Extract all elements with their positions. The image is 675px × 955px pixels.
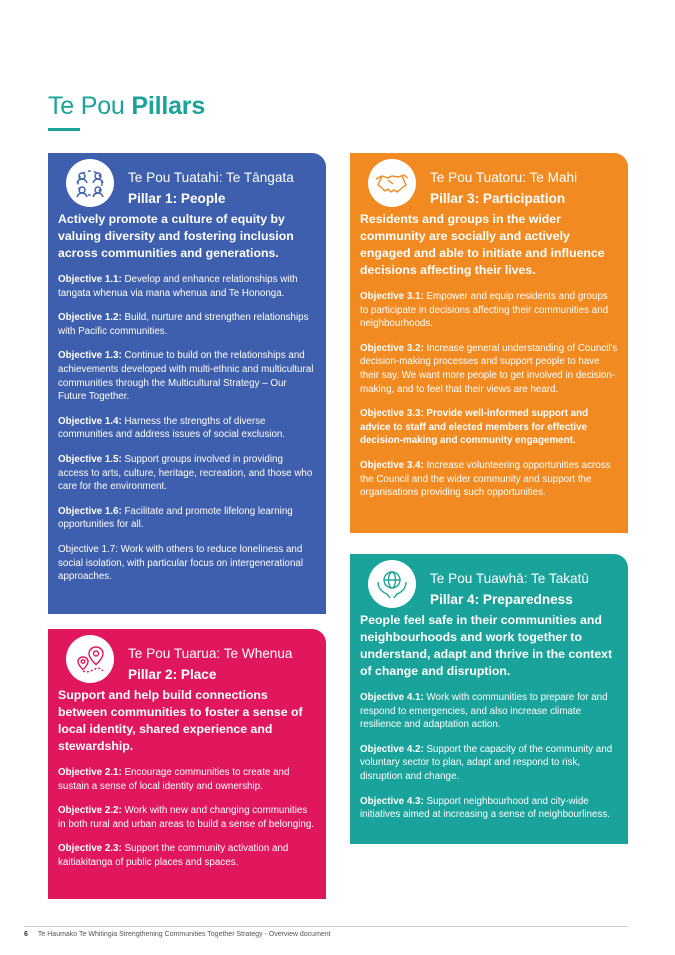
objective-3-2: Objective 3.2: Increase general understanding of Council's decision-making processes and support people to have their say. We want more people to get involved in decision-making, and to feel that their views are heard. bbox=[360, 342, 618, 395]
objective-1-6: Objective 1.6: Facilitate and promote lifelong learning opportunities for all. bbox=[58, 505, 293, 531]
pillar-3-card bbox=[350, 153, 628, 533]
objective-3-1: Objective 3.1: Empower and equip residents and groups to participate in decisions affecting their communities and neighbourhoods. bbox=[360, 291, 609, 330]
objective-4-1: Objective 4.1: Work with communities to prepare for and respond to emergencies, and also increase climate resilience and adaptation action. bbox=[360, 692, 608, 731]
pillar-2-header bbox=[58, 629, 316, 687]
objective-1-1: Objective 1.1: Develop and enhance relationships with tangata whenua via mana whenua and Te Hononga. bbox=[58, 274, 298, 299]
objective-4-3: Objective 4.3: Support neighbourhood and city-wide initiatives aimed at increasing a sense of neighbourliness. bbox=[360, 795, 610, 821]
footer bbox=[24, 931, 331, 938]
objective-1-5: Objective 1.5: Support groups involved in providing access to arts, culture, heritage, recreation, and those who care for the environment. bbox=[58, 453, 313, 493]
objective-2-3: Objective 2.3: Support the community activation and kaitiakitanga of public places and spaces. bbox=[58, 843, 289, 868]
footer-divider bbox=[24, 926, 628, 927]
footer-text: Te Haumako Te Whitingia Strengthening Communities Together Strategy - Overview document bbox=[37, 931, 331, 938]
objective-1-4: Objective 1.4: Harness the strengths of diverse communities and address issues of social exclusion. bbox=[58, 415, 286, 441]
objective-1-7: Objective 1.7: Work with others to reduce loneliness and social isolation, with particular focus on intergenerational approaches. bbox=[58, 543, 304, 583]
pillar-2-card bbox=[48, 629, 326, 899]
title-underline bbox=[48, 128, 80, 131]
objective-4-2: Objective 4.2: Support the capacity of the community and voluntary sector to plan, adapt and respond to risk, disruption and change. bbox=[360, 743, 613, 782]
pillar-4-card bbox=[350, 554, 628, 844]
objective-1-3: Objective 1.3: Continue to build on the relationships and achievements developed with multi-ethnic and multicultural communities through the Multicultural Strategy – Our Future Together. bbox=[58, 350, 314, 403]
title-light: Te Pou bbox=[48, 92, 132, 120]
pillar-2-title: Pillar 2: Place bbox=[128, 667, 217, 682]
pillar-4-title: Pillar 4: Preparedness bbox=[430, 592, 573, 607]
objective-3-3: Objective 3.3: Provide well-informed support and advice to staff and elected members for effective decision-making and community engagement. bbox=[360, 408, 589, 447]
pillar-3-maori-title: Te Pou Tuatoru: Te Mahi bbox=[430, 170, 578, 185]
location-route-icon bbox=[66, 635, 114, 683]
pillar-4-header bbox=[360, 554, 618, 612]
pillar-2-lead: Support and help build connections between communities to foster a sense of local identity, shared experience and stewardship. bbox=[58, 688, 303, 753]
pillar-2-maori-title: Te Pou Tuarua: Te Whenua bbox=[128, 646, 293, 661]
pillar-1-header bbox=[58, 153, 316, 211]
page-number: 6 bbox=[24, 931, 28, 938]
globe-hands-icon bbox=[368, 560, 416, 608]
objective-1-2: Objective 1.2: Build, nurture and strengthen relationships with Pacific communities. bbox=[58, 312, 309, 337]
objective-2-1: Objective 2.1: Encourage communities to create and sustain a sense of local identity and ownership. bbox=[58, 767, 290, 792]
title-bold: Pillars bbox=[131, 92, 206, 120]
pillar-1-card bbox=[48, 153, 326, 614]
pillar-4-maori-title: Te Pou Tuawhā: Te Takatū bbox=[430, 571, 589, 586]
pillar-1-title: Pillar 1: People bbox=[128, 191, 226, 206]
pillar-1-lead: Actively promote a culture of equity by valuing diversity and fostering inclusion across communities and generations. bbox=[58, 212, 294, 260]
people-icon bbox=[66, 159, 114, 207]
pillar-3-title: Pillar 3: Participation bbox=[430, 191, 566, 206]
pillar-3-lead: Residents and groups in the wider community are socially and actively engaged and able to initiate and influence decisions affecting their lives. bbox=[360, 212, 605, 277]
objective-3-4: Objective 3.4: Increase volunteering opportunities across the Council and the wider community and support the organisations providing such opportunities. bbox=[360, 459, 611, 499]
page-title bbox=[48, 92, 205, 121]
pillar-1-maori-title: Te Pou Tuatahi: Te Tāngata bbox=[128, 170, 294, 185]
pillar-3-header bbox=[360, 153, 618, 211]
handshake-icon bbox=[368, 159, 416, 207]
objective-2-2: Objective 2.2: Work with new and changing communities in both rural and urban areas to build a sense of belonging. bbox=[58, 805, 314, 830]
pillar-4-lead: People feel safe in their communities and neighbourhoods and work together to understand, adapt and thrive in the context of change and disruption. bbox=[360, 613, 613, 678]
